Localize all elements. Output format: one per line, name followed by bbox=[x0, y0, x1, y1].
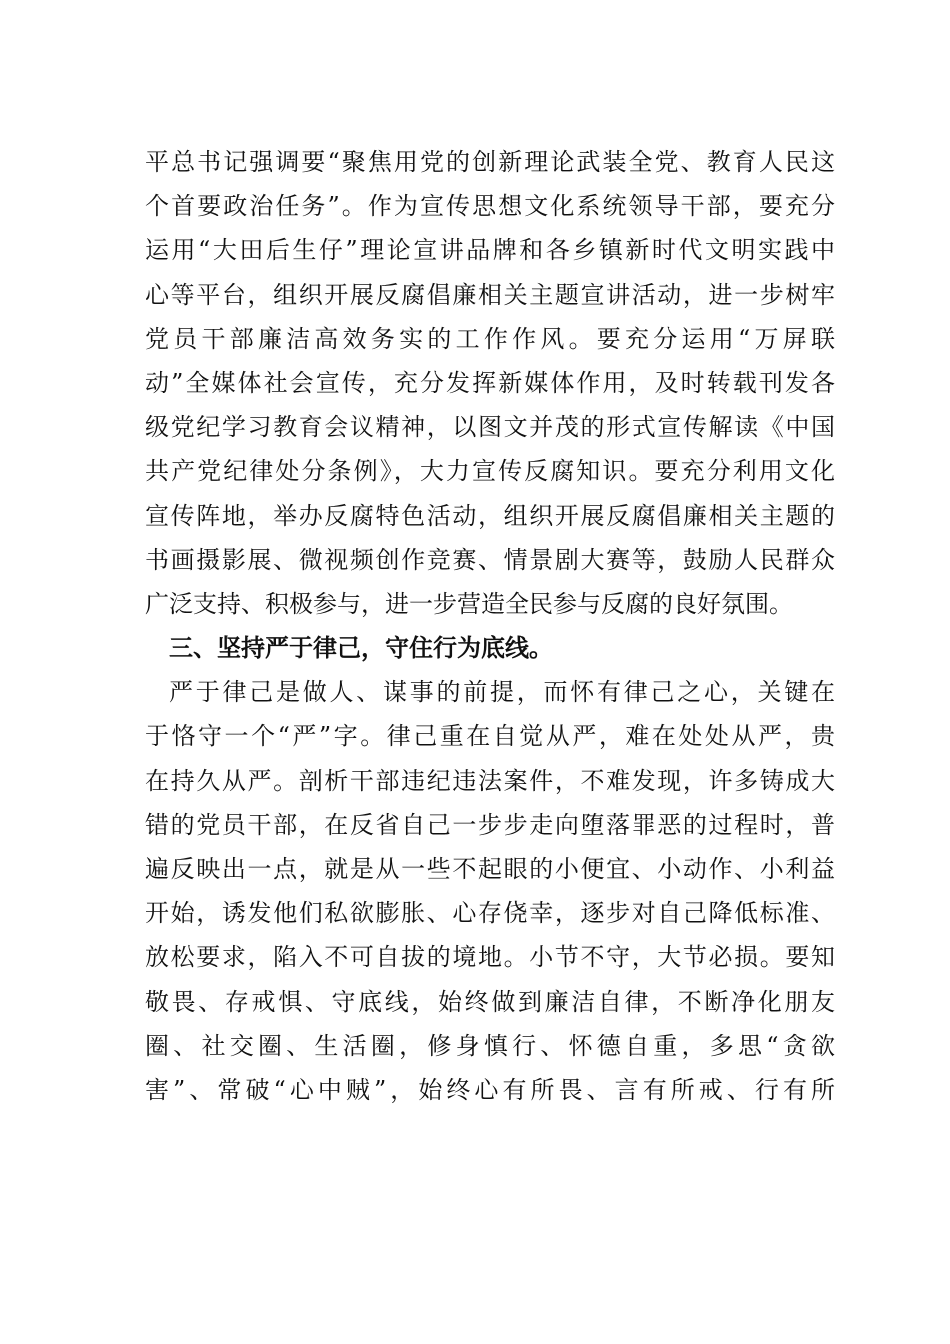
paragraph-line: 害”、常破“心中贼”，始终心有所畏、言有所戒、行有所 bbox=[145, 1075, 835, 1104]
paragraph-line: 个首要政治任务”。作为宣传思想文化系统领导干部，要充分 bbox=[145, 192, 835, 221]
paragraph-line: 级党纪学习教育会议精神，以图文并茂的形式宣传解读《中国 bbox=[145, 413, 835, 442]
paragraph-line: 错的党员干部，在反省自己一步步走向堕落罪恶的过程时，普 bbox=[145, 810, 835, 839]
paragraph-line: 动”全媒体社会宣传，充分发挥新媒体作用，及时转载刊发各 bbox=[145, 368, 835, 397]
paragraph-line: 遍反映出一点，就是从一些不起眼的小便宜、小动作、小利益 bbox=[145, 855, 835, 883]
paragraph-line: 严于律己是做人、谋事的前提，而怀有律己之心，关键在 bbox=[169, 678, 835, 707]
paragraph-line: 敬畏、存戒惧、守底线，始终做到廉洁自律，不断净化朋友 bbox=[145, 987, 835, 1016]
paragraph-line: 放松要求，陷入不可自拔的境地。小节不守，大节必损。要知 bbox=[145, 943, 835, 972]
paragraph-line: 在持久从严。剖析干部违纪违法案件，不难发现，许多铸成大 bbox=[145, 766, 835, 795]
paragraph-line: 宣传阵地，举办反腐特色活动，组织开展反腐倡廉相关主题的 bbox=[145, 501, 835, 530]
paragraph-line: 书画摄影展、微视频创作竞赛、情景剧大赛等，鼓励人民群众 bbox=[145, 545, 835, 574]
paragraph-line: 于恪守一个“严”字。律己重在自觉从严，难在处处从严，贵 bbox=[145, 722, 835, 751]
body-text bbox=[145, 140, 835, 1112]
paragraph-line: 心等平台，组织开展反腐倡廉相关主题宣讲活动，进一步树牢 bbox=[145, 280, 835, 309]
paragraph-line: 开始，诱发他们私欲膨胀、心存侥幸，逐步对自己降低标准、 bbox=[145, 899, 835, 928]
paragraph-line: 广泛支持、积极参与，进一步营造全民参与反腐的良好氛围。 bbox=[145, 589, 793, 618]
paragraph-line: 运用“大田后生仔”理论宣讲品牌和各乡镇新时代文明实践中 bbox=[145, 236, 835, 265]
paragraph-line: 平总书记强调要“聚焦用党的创新理论武装全党、教育人民这 bbox=[145, 148, 835, 176]
paragraph-line: 党员干部廉洁高效务实的工作作风。要充分运用“万屏联 bbox=[145, 324, 835, 353]
paragraph-line: 共产党纪律处分条例》，大力宣传反腐知识。要充分利用文化 bbox=[145, 457, 835, 486]
section-heading: 三、坚持严于律己，守住行为底线。 bbox=[169, 634, 553, 663]
paragraph-line: 圈、社交圈、生活圈，修身慎行、怀德自重，多思“贪欲 bbox=[145, 1031, 835, 1060]
